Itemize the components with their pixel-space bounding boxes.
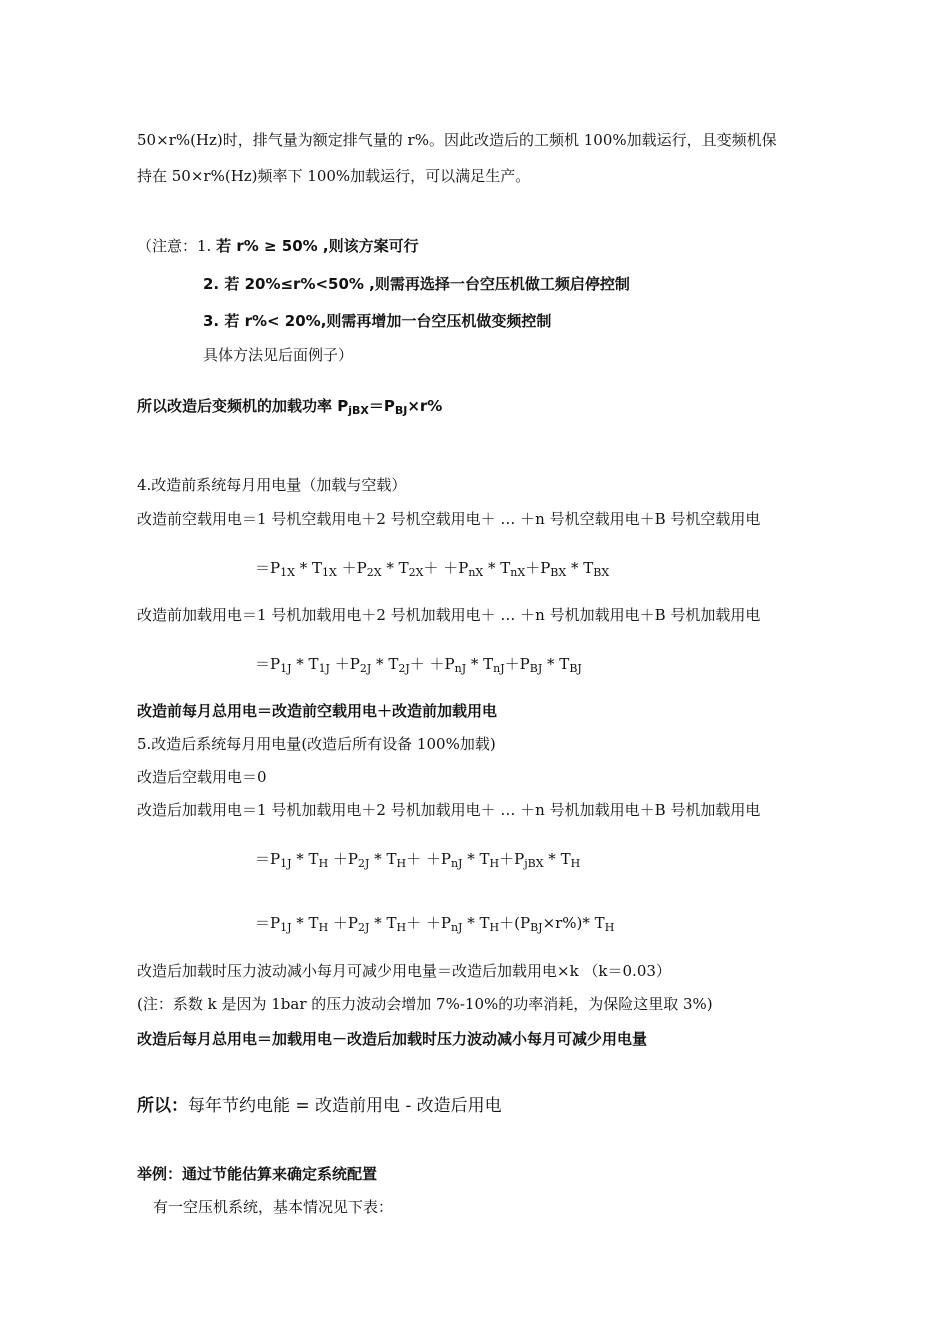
note-condition-2: 2. 若 20%≤r%<50% ,则需再选择一台空压机做工频启停控制 [203, 275, 630, 293]
note-tail: 具体方法见后面例子） [203, 346, 354, 364]
bold-line: 改造前每月总用电＝改造前空载用电＋改造前加载用电 [137, 702, 498, 720]
summary-text: 每年节约电能 = 改造前用电 - 改造后用电 [188, 1096, 502, 1116]
note-condition-1: 若 r% ≥ 50% ,则该方案可行 [216, 237, 419, 255]
text-line: 改造后加载用电＝1 号机加载用电＋2 号机加载用电＋ … ＋n 号机加载用电＋B 号机加载用电 [137, 801, 761, 819]
text-line: 改造前空载用电＝1 号机空载用电＋2 号机空载用电＋ … ＋n 号机空载用电＋B 号机空载用电 [137, 510, 761, 528]
formula-line: $=P_{1J} * T_{1J} +P_{2J} * T_{2J}+ +P_{nJ} * T_{nJ}+P_{BJ} * T_{BJ}$ [255, 655, 582, 675]
bold-line: 改造后每月总用电＝加载用电－改造后加载时压力波动减小每月可减少用电量 [137, 1030, 648, 1048]
section-heading-5: 5.改造后系统每月用电量(改造后所有设备 100%加载) [137, 735, 496, 753]
summary-line [137, 1096, 502, 1116]
example-intro: 有一空压机系统，基本情况见下表： [153, 1198, 394, 1216]
note-prefix: （注意：1. [137, 237, 217, 255]
text-line: 改造后空载用电＝0 [137, 768, 267, 786]
formula-pjbx: 所以改造后变频机的加载功率 $P_{jBX}=P_{BJ}\times r\%$ [137, 397, 443, 417]
text-line: 改造前加载用电＝1 号机加载用电＋2 号机加载用电＋ … ＋n 号机加载用电＋B 号机加载用电 [137, 606, 761, 624]
example-heading: 举例：通过节能估算来确定系统配置 [137, 1165, 378, 1183]
note-line-1 [137, 236, 419, 256]
formula-line: $=P_{1X} * T_{1X} +P_{2X} * T_{2X}+ +P_{nX} * T_{nX}+P_{BX} * T_{BX}$ [255, 559, 610, 579]
section-heading-4: 4.改造前系统每月用电量（加载与空载） [137, 476, 407, 494]
text-line: 50×r%(Hz)时，排气量为额定排气量的 r%。因此改造后的工频机 100%加载运行，且变频机保 [137, 131, 777, 149]
note-condition-3: 3. 若 r%< 20%,则需再增加一台空压机做变频控制 [203, 312, 552, 330]
formula-line: $=P_{1J} * T_H +P_{2J} * T_H+ +P_{nJ} * T_H+(P_{BJ}\times r\%)*$ $T_H$ [255, 914, 615, 934]
summary-label: 所以： [137, 1096, 188, 1116]
formula-line: $=P_{1J} * T_H +P_{2J} * T_H+ +P_{nJ} * T_H+P_{jBX} * T_H$ [255, 850, 581, 870]
text-line: 持在 50×r%(Hz)频率下 100%加载运行，可以满足生产。 [137, 167, 531, 185]
text-line: 改造后加载时压力波动减小每月可减少用电量＝改造后加载用电×k （k＝0.03） [137, 962, 671, 980]
note-text: (注：系数 k 是因为 1bar 的压力波动会增加 7%-10%的功率消耗，为保险这里取 3%) [137, 995, 713, 1013]
